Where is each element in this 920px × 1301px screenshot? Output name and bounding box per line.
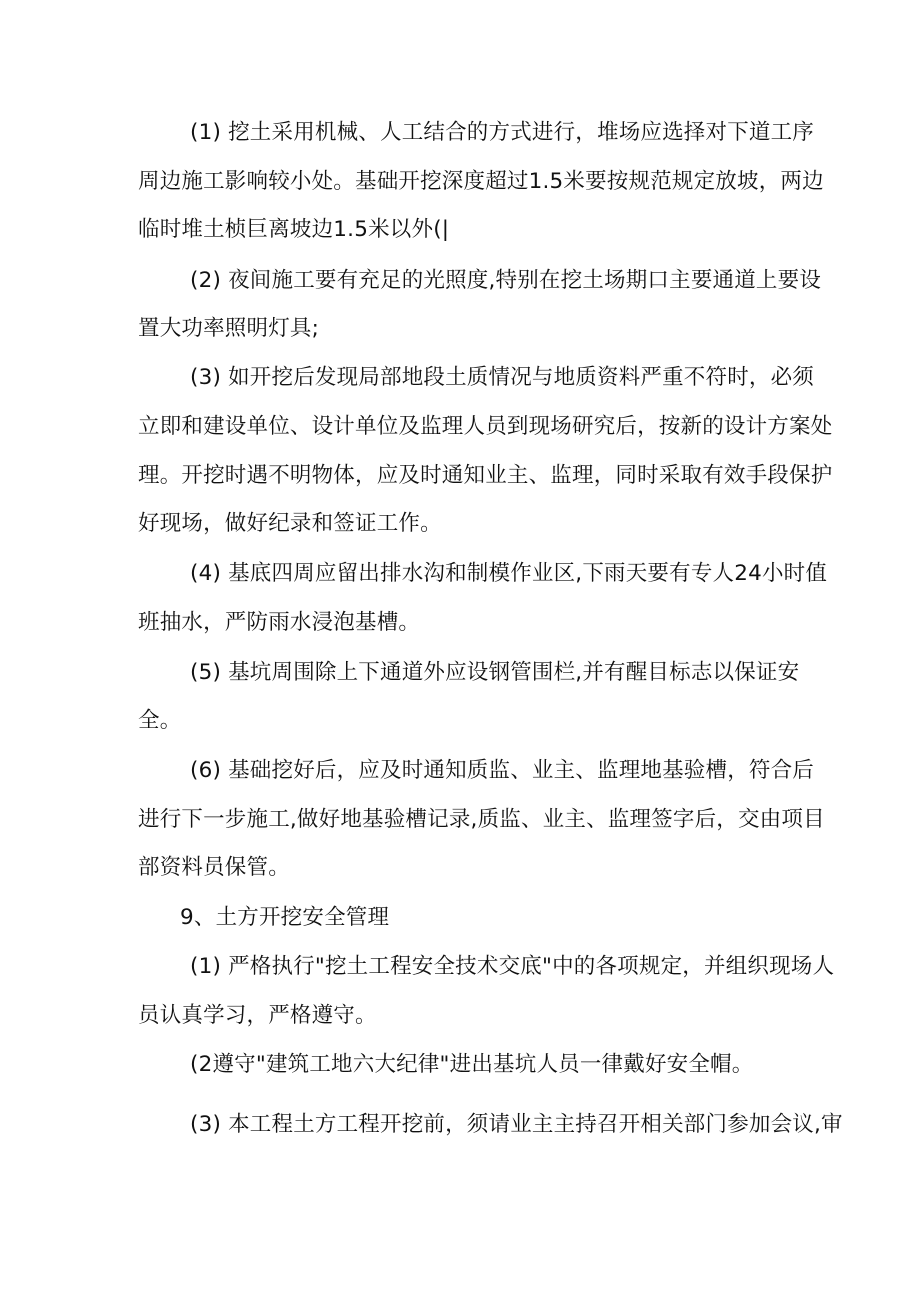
paragraph-8-line-1: (2遵守"建筑工地六大纪律"进出基坑人员一律戴好安全帽。 — [190, 1052, 754, 1077]
paragraph-1-line-1: (1) 挖土采用机械、人工结合的方式进行，堆场应选择对下道工序 — [190, 120, 814, 145]
paragraph-2-line-2: 置大功率照明灯具; — [138, 316, 320, 341]
paragraph-6-line-2: 进行下一步施工,做好地基验槽记录,质监、业主、监理签字后，交由项目 — [138, 807, 825, 832]
paragraph-2-line-1: (2) 夜间施工要有充足的光照度,特别在挖土场期口主要通道上要设 — [190, 268, 822, 293]
paragraph-6-line-1: (6) 基础挖好后，应及时通知质监、业主、监理地基验槽，符合后 — [190, 758, 814, 783]
paragraph-1-line-2: 周边施工影响较小处。基础开挖深度超过1.5米要按规范规定放坡，两边 — [138, 169, 824, 194]
paragraph-7-line-2: 员认真学习，严格遵守。 — [138, 1003, 377, 1028]
paragraph-3-line-4: 好现场，做好纪录和签证工作。 — [138, 511, 442, 536]
paragraph-4-line-2: 班抽水，严防雨水浸泡基槽。 — [138, 610, 421, 635]
paragraph-6-line-3: 部资料员保管。 — [138, 855, 290, 880]
paragraph-1-line-3: 临时堆土桢巨离坡边1.5米以外(| — [138, 217, 450, 242]
paragraph-7-line-1: (1) 严格执行"挖土工程安全技术交底"中的各项规定，并组织现场人 — [190, 954, 835, 979]
paragraph-5-line-2: 全。 — [138, 708, 182, 733]
paragraph-3-line-2: 立即和建设单位、设计单位及监理人员到现场研究后，按新的设计方案处 — [138, 414, 833, 439]
paragraph-5-line-1: (5) 基坑周围除上下通道外应设钢管围栏,并有醒目标志以保证安 — [190, 660, 800, 685]
paragraph-3-line-3: 理。开挖时遇不明物体，应及时通知业主、监理，同时采取有效手段保护 — [138, 463, 833, 488]
paragraph-3-line-1: (3) 如开挖后发现局部地段土质情况与地质资料严重不符时，必须 — [190, 365, 814, 390]
section-heading: 9、土方开挖安全管理 — [180, 905, 390, 930]
paragraph-9-line-1: (3) 本工程土方工程开挖前，须请业主主持召开相关部门参加会议,审 — [190, 1112, 843, 1137]
paragraph-4-line-1: (4) 基底四周应留出排水沟和制模作业区,下雨天要有专人24小时值 — [190, 561, 828, 586]
